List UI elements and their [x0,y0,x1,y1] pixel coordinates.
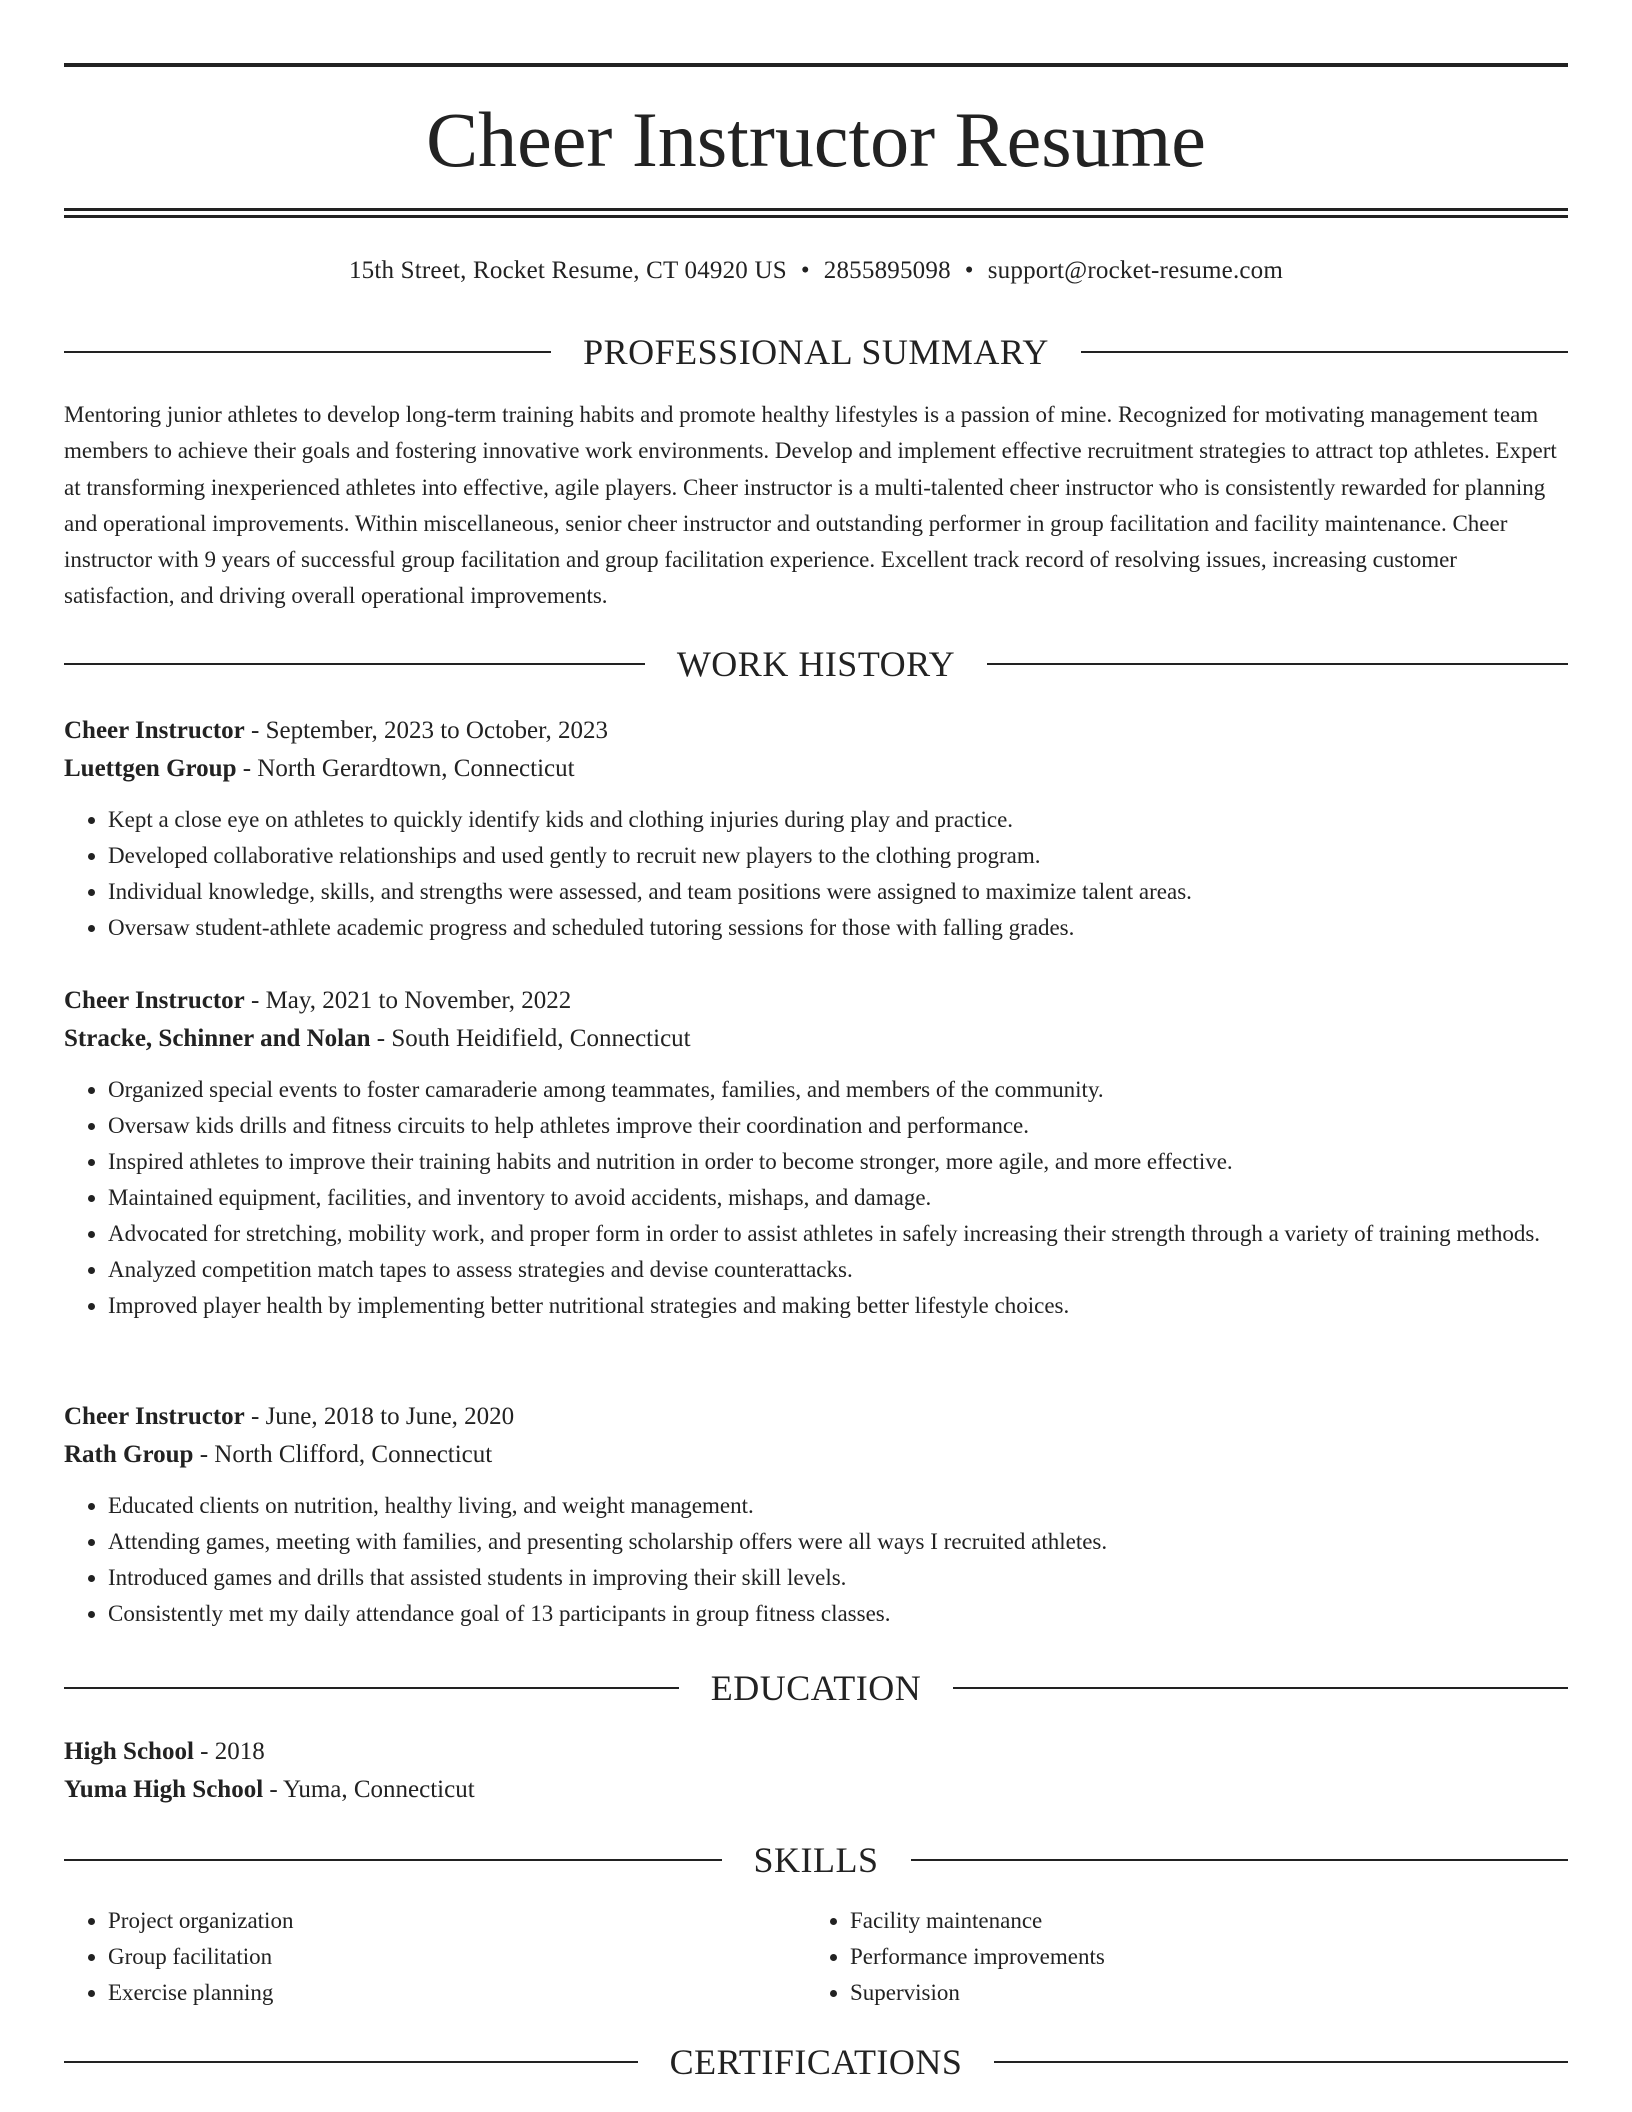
list-item: • Maintained equipment, facilities, and inventory to avoid accidents, mishaps, and damage. [108,1180,1568,1216]
list-item: • Organized special events to foster camaraderie among teammates, families, and members of the community. [108,1072,1568,1108]
list-item: • Inspired athletes to improve their training habits and nutrition in order to become stronger, more agile, and more effective. [108,1144,1568,1180]
education-degree-row [64,1733,1568,1771]
section-heading-label: EDUCATION [710,1668,922,1708]
job-company: Luettgen Group [64,755,237,782]
title-double-rule-lower [64,215,1568,218]
skills-column-left [64,1903,806,2011]
job-title: Cheer Instructor [64,1403,245,1430]
job-title: Cheer Instructor [64,717,245,744]
job-dates: - September, 2023 to October, 2023 [244,717,608,744]
skills-column-right [806,1903,1548,2011]
skill-item: • Performance improvements [850,1939,1548,1975]
section-heading-label: WORK HISTORY [676,644,956,684]
skill-item: • Facility maintenance [850,1903,1548,1939]
education-location: - Yuma, Connecticut [263,1776,475,1803]
job-dates: - May, 2021 to November, 2022 [244,987,572,1014]
list-item: • Attending games, meeting with families, and presenting scholarship offers were all ways I recruited athletes. [108,1524,1568,1560]
job-location: - North Gerardtown, Connecticut [236,755,575,782]
education-degree: High School [64,1738,194,1765]
heading-rule-right [911,1859,1569,1861]
list-item: • Educated clients on nutrition, healthy living, and weight management. [108,1488,1568,1524]
list-item: • Analyzed competition match tapes to assess strategies and devise counterattacks. [108,1252,1568,1288]
heading-rule-right [994,2061,1568,2063]
education-year: - 2018 [193,1738,265,1765]
section-heading-label: CERTIFICATIONS [669,2042,963,2082]
job-bullets [64,1072,1568,1324]
job-company-row [64,1020,1568,1058]
contact-line [64,254,1568,288]
contact-address: 15th Street, Rocket Resume, CT 04920 US [348,257,787,284]
list-item: • Oversaw student-athlete academic progress and scheduled tutoring sessions for those with falling grades. [108,910,1568,946]
heading-rule-left [64,1859,722,1861]
job-company: Rath Group [64,1441,194,1468]
certifications-heading [64,2040,1568,2084]
job-location: - North Clifford, Connecticut [193,1441,493,1468]
heading-rule-left [64,2061,638,2063]
job-entry [64,1398,1568,1632]
job-entry [64,982,1568,1324]
job-bullets [64,802,1568,946]
contact-email[interactable]: support@rocket-resume.com [987,257,1284,284]
skill-item: • Project organization [108,1903,806,1939]
skill-item: • Supervision [850,1975,1548,2011]
skill-item: • Exercise planning [108,1975,806,2011]
heading-rule-left [64,351,551,353]
list-item: • Introduced games and drills that assisted students in improving their skill levels. [108,1560,1568,1596]
job-title-row [64,1398,1568,1436]
education-school-row [64,1771,1568,1809]
summary-text: Mentoring junior athletes to develop long-term training habits and promote healthy lifestyles is a passion of mine. Recognized for motivating management team members to achieve their goals and fostering innovative work environments. Develop and implement effective recruitment strategies to attract top athletes. Expert at transforming inexperienced athletes into effective, agile players. Cheer instructor is a multi-talented cheer instructor who is consistently rewarded for planning and operational improvements. Within miscellaneous, senior cheer instructor and outstanding performer in group facilitation and facility maintenance. Cheer instructor with 9 years of successful group facilitation and group facilitation experience. Excellent track record of resolving issues, increasing customer satisfaction, and driving overall operational improvements. [64,402,1557,609]
list-item: • Improved player health by implementing better nutritional strategies and making better lifestyle choices. [108,1288,1568,1324]
contact-separator: • [800,257,810,284]
job-title-row [64,712,1568,750]
resume-title: Cheer Instructor Resume [426,96,1206,183]
list-item: • Oversaw kids drills and fitness circuits to help athletes improve their coordination and performance. [108,1108,1568,1144]
skills-heading [64,1838,1568,1882]
list-item: • Kept a close eye on athletes to quickly identify kids and clothing injuries during play and practice. [108,802,1568,838]
list-item: • Consistently met my daily attendance goal of 13 participants in group fitness classes. [108,1596,1568,1632]
section-heading-label: PROFESSIONAL SUMMARY [583,332,1049,372]
job-entry [64,712,1568,946]
list-item: • Developed collaborative relationships and used gently to recruit new players to the clothing program. [108,838,1568,874]
contact-separator: • [964,257,974,284]
job-title-row [64,982,1568,1020]
list-item: • Individual knowledge, skills, and strengths were assessed, and team positions were assigned to maximize talent areas. [108,874,1568,910]
heading-rule-left [64,1687,679,1689]
job-company-row [64,1436,1568,1474]
job-bullets [64,1488,1568,1632]
skill-item: • Group facilitation [108,1939,806,1975]
list-item: • Advocated for stretching, mobility work, and proper form in order to assist athletes in safely increasing their strength through a variety of training methods. [108,1216,1568,1252]
job-title: Cheer Instructor [64,987,245,1014]
job-dates: - June, 2018 to June, 2020 [244,1403,515,1430]
summary-heading [64,330,1568,374]
job-company-row [64,750,1568,788]
heading-rule-left [64,663,645,665]
job-company: Stracke, Schinner and Nolan [64,1025,371,1052]
education-school: Yuma High School [64,1776,264,1803]
section-heading-label: SKILLS [753,1840,879,1880]
skills-list [64,1903,1568,2011]
job-location: - South Heidifield, Connecticut [370,1025,691,1052]
education-heading [64,1666,1568,1710]
contact-phone: 2855895098 [823,257,951,284]
title-double-rule-upper [64,208,1568,211]
work-history-heading [64,642,1568,686]
education-entry [64,1733,1568,1809]
heading-rule-right [987,663,1568,665]
top-rule [64,63,1568,67]
heading-rule-right [1081,351,1568,353]
heading-rule-right [953,1687,1568,1689]
